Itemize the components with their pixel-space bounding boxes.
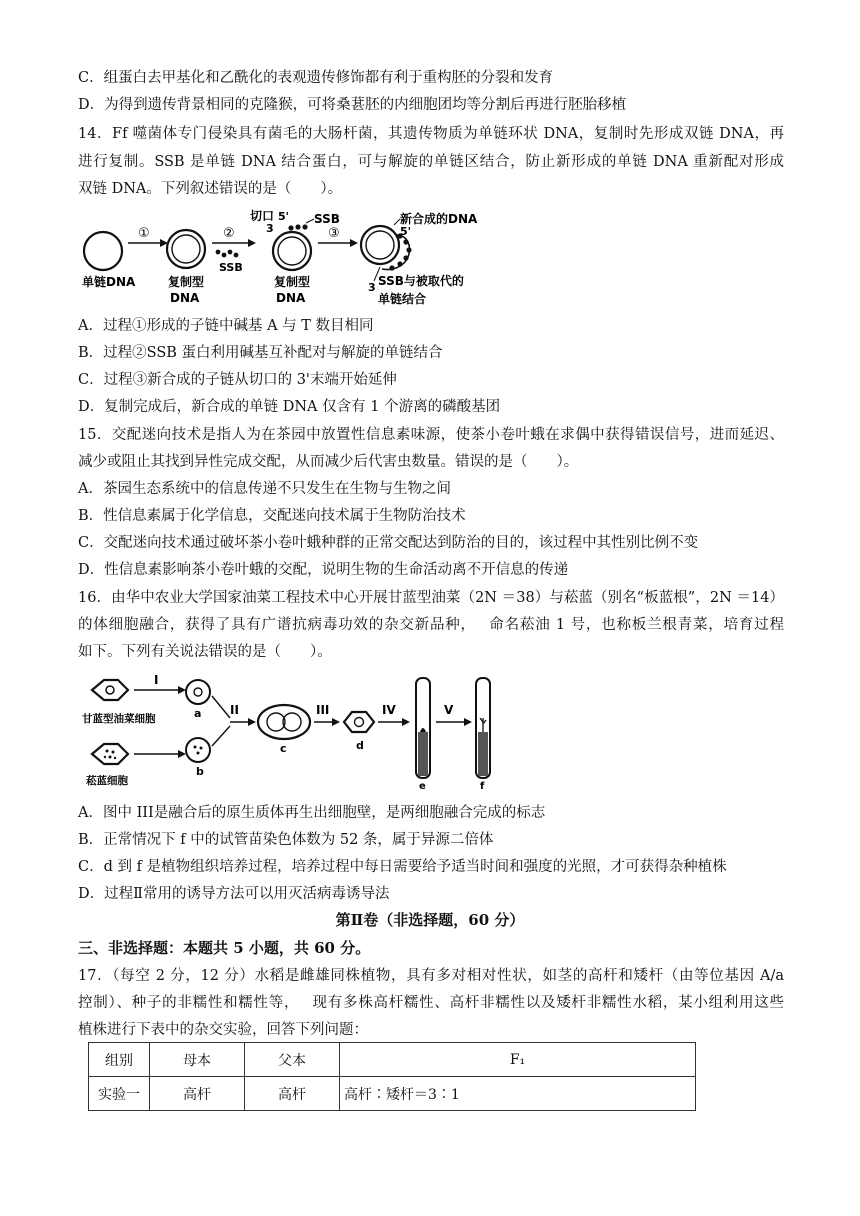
table-cell: 实验一	[89, 1077, 150, 1111]
cell-fusion-figure	[80, 672, 500, 792]
q15-stem-line1: 15．交配迷向技术是指人为在茶园中放置性信息素味源，使茶小卷叶蛾在求偶中获得错误信号，进而延迟、	[78, 427, 784, 443]
label-5prime-b: 5'	[400, 225, 412, 238]
label-rep-dna-1a: 复制型	[168, 275, 205, 289]
q16-option-a: A．图中 III是融合后的原生质体再生出细胞壁，是两细胞融合完成的标志	[78, 805, 546, 821]
q16-stem-line1: 16．由华中农业大学国家油菜工程技术中心开展甘蓝型油菜（2N ＝38）与菘蓝（别名“板蓝根”，2N ＝14）	[78, 590, 784, 606]
label-c: c	[280, 742, 287, 755]
ss-dna-circle	[84, 232, 122, 270]
dna-replication-figure	[78, 205, 478, 313]
q17-cross-table	[88, 1042, 696, 1111]
label-ssb: SSB	[219, 261, 243, 274]
label-ss-dna: 单链DNA	[82, 275, 136, 289]
label-woad-cell: 菘蓝细胞	[86, 775, 128, 787]
step-II-label: II	[230, 703, 239, 717]
q17-stem-line1: 17．（每空 2 分，12 分）水稻是雌雄同株植物，具有多对相对性状，如茎的高杆和矮杆（由等位基因 A/a	[78, 968, 784, 984]
q15-option-c: C．交配迷向技术通过破坏茶小卷叶蛾种群的正常交配达到防治的目的，该过程中其性别比例不变	[78, 535, 699, 551]
label-ssb2: SSB	[314, 212, 340, 226]
label-rep-dna-2a: 复制型	[274, 275, 311, 289]
rape-cell-nucleus	[106, 686, 114, 694]
q15-stem-line2: 减少或阻止其找到异性完成交配，从而减少后代害虫数量。错误的是（ ）。	[78, 454, 579, 470]
step-III-label: III	[316, 703, 330, 717]
q14-option-a: A．过程①形成的子链中碱基 A 与 T 数目相同	[78, 318, 374, 334]
product-dna-inner	[366, 231, 394, 259]
label-d: d	[356, 739, 364, 752]
label-b: b	[196, 765, 204, 778]
table-cell: 高杆	[150, 1077, 245, 1111]
q16-stem-line2: 的体细胞融合，获得了具有广谱抗病毒功效的杂交新品种， 命名菘油 1 号，也称板兰根青菜，培育过程	[78, 617, 784, 633]
table-cell: 高杆	[245, 1077, 340, 1111]
label-rape-cell: 甘蓝型油菜细胞	[82, 713, 156, 725]
label-new-dna: 新合成的DNA	[400, 212, 478, 226]
q15-option-a: A．茶园生态系统中的信息传递不只发生在生物与生物之间	[78, 481, 451, 497]
table-row	[89, 1077, 696, 1111]
label-cut: 切口	[250, 209, 275, 223]
rep-dna-inner-2	[278, 237, 306, 265]
label-rep-dna-2b: DNA	[276, 291, 306, 305]
q14-stem-line2: 进行复制。SSB 是单链 DNA 结合蛋白，可与解旋的单链区结合，防止新形成的单链 DNA 重新配对形成	[78, 154, 784, 170]
table-header-cell: F₁	[340, 1043, 696, 1077]
ssb-proteins	[216, 250, 239, 258]
rape-cell	[92, 680, 128, 700]
fused-cell-c	[258, 705, 310, 739]
label-ssb-bind-b: 单链结合	[378, 292, 427, 306]
q16-option-c: C．d 到 f 是植物组织培养过程，培养过程中每日需要给予适当时间和强度的光照，才可获得杂种植株	[78, 859, 727, 875]
q16-option-d: D．过程Ⅱ常用的诱导方法可以用灭活病毒诱导法	[78, 886, 390, 902]
ssb-on-nick	[288, 224, 307, 230]
protoplast-a	[186, 680, 210, 704]
table-header-cell: 母本	[150, 1043, 245, 1077]
q13-option-d: D．为得到遗传背景相同的克隆猴，可将桑葚胚的内细胞团均等分割后再进行胚胎移植	[78, 97, 627, 113]
q14-option-c: C．过程③新合成的子链从切口的 3'末端开始延伸	[78, 372, 397, 388]
q17-stem-line3: 植株进行下表中的杂交实验，回答下列问题：	[78, 1022, 368, 1038]
label-3prime-b: 3	[368, 281, 376, 294]
label-f: f	[480, 781, 485, 792]
q15-option-b: B．性信息素属于化学信息，交配迷向技术属于生物防治技术	[78, 508, 466, 524]
table-cell: 高杆∶矮杆＝3∶1	[340, 1077, 696, 1111]
step-IV-label: IV	[382, 703, 396, 717]
rep-dna-inner-1	[172, 235, 200, 263]
section2-heading: 三、非选择题：本题共 5 小题，共 60 分。	[78, 939, 371, 957]
label-3prime: 3	[266, 222, 274, 235]
table-header-cell: 组别	[89, 1043, 150, 1077]
q14-option-b: B．过程②SSB 蛋白利用碱基互补配对与解旋的单链结合	[78, 345, 443, 361]
q14-stem-line3: 双链 DNA。下列叙述错误的是（ ）。	[78, 181, 343, 197]
step1-label: ①	[138, 226, 150, 241]
label-5prime: 5'	[278, 210, 290, 223]
q17-stem-line2: 控制）、种子的非糯性和糯性等， 现有多株高杆糯性、高杆非糯性以及矮杆非糯性水稻，某小组利用这些	[78, 995, 784, 1011]
q15-option-d: D．性信息素影响茶小卷叶蛾的交配，说明生物的生命活动离不开信息的传递	[78, 562, 569, 578]
q14-option-d: D．复制完成后，新合成的单链 DNA 仅含有 1 个游离的磷酸基团	[78, 399, 501, 415]
hybrid-cell-d	[344, 712, 374, 732]
q14-stem-line1: 14．Ff 噬菌体专门侵染具有菌毛的大肠杆菌，其遗传物质为单链环状 DNA，复制时先形成双链 DNA，再	[78, 126, 784, 142]
q16-stem-line3: 如下。下列有关说法错误的是（ ）。	[78, 644, 332, 660]
label-ssb-bind-a: SSB与被取代的	[378, 274, 464, 288]
protoplast-b	[186, 738, 210, 762]
q13-option-c: C．组蛋白去甲基化和乙酰化的表观遗传修饰都有利于重构胚的分裂和发育	[78, 70, 554, 86]
step3-label: ③	[328, 226, 340, 241]
woad-cell	[92, 744, 128, 764]
q16-option-b: B．正常情况下 f 中的试管苗染色体数为 52 条，属于异源二倍体	[78, 832, 494, 848]
table-header-row	[89, 1043, 696, 1077]
label-e: e	[419, 781, 426, 792]
table-header-cell: 父本	[245, 1043, 340, 1077]
step2-label: ②	[223, 226, 235, 241]
label-rep-dna-1b: DNA	[170, 291, 200, 305]
section2-title: 第Ⅱ卷（非选择题，60 分）	[335, 911, 525, 929]
step-V-label: V	[444, 703, 454, 717]
label-a: a	[194, 707, 202, 720]
step-I-label: I	[154, 673, 159, 687]
